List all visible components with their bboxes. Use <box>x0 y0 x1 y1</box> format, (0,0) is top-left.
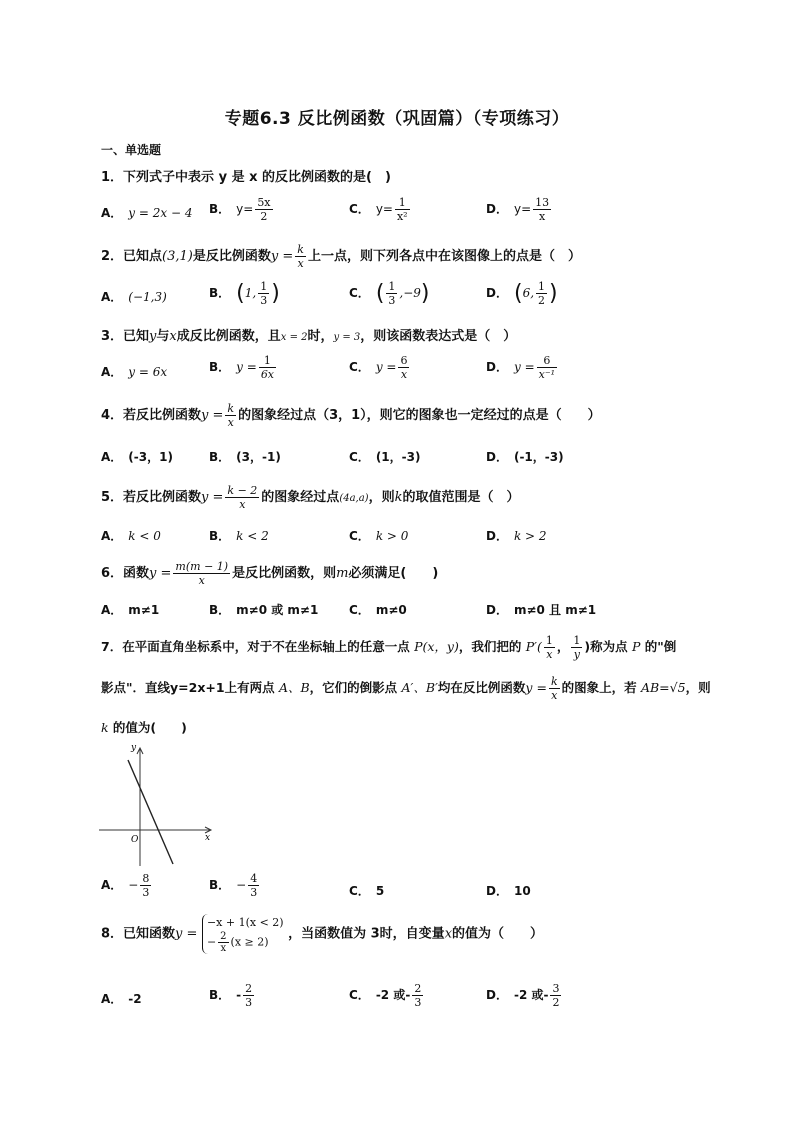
y-axis-label: y <box>131 743 137 753</box>
question-7-line-3: k 的值为( ) <box>101 720 187 735</box>
piecewise-brace: −x + 1(x < 2) − $\frac{2}{x}$ (x ≥ 2) <box>202 914 284 954</box>
q3-option-b: B． y = $\frac{1}{6x}$ <box>209 354 275 381</box>
q7-option-b: B． − $\frac{4}{3}$ <box>209 872 258 899</box>
q2-option-a: A． (−1,3) <box>101 290 167 304</box>
q5-option-c: C． k > 0 <box>349 529 409 543</box>
q5-option-a: A． k < 0 <box>101 529 161 543</box>
q1-option-c: C． y= $\frac{1}{\text{x²}}$ <box>349 196 408 223</box>
x-axis-label: x <box>205 833 211 843</box>
question-7-line-1: 7．在平面直角坐标系中，对于不在坐标轴上的任意一点 P(x，y)，我们把的 P′( $\frac{1}{x}$ ， $\frac{1}{y}$ )称为点 P 的"倒 <box>101 634 677 661</box>
q4-option-b: B． (3，-1) <box>209 450 281 464</box>
question-2-stem: 2．已知点(3,1)是反比例函数y = $\frac{k}{x}$ 上一点，则下列各点中在该图像上的点是（ ） <box>101 243 581 270</box>
question-1-stem: 1．下列式子中表示 y 是 x 的反比例函数的是( ) <box>101 170 391 185</box>
q4-option-a: A． (-3，1) <box>101 450 173 464</box>
q2-option-c: C． ( $\frac{1}{3}$ ,−9) <box>349 280 430 307</box>
question-8-stem: 8．已知函数y = −x + 1(x < 2) − $\frac{2}{x}$ (x ≥ 2) ，当函数值为 3时，自变量x的值为（ ） <box>101 916 544 954</box>
page-title: 专题6.3 反比例函数（巩固篇）（专项练习） <box>224 109 570 129</box>
q6-option-b: B． m≠0 或 m≠1 <box>209 603 319 617</box>
q1-option-a: A． y = 2x − 4 <box>101 206 193 220</box>
q7-option-d: D． 10 <box>486 884 531 898</box>
question-3-stem: 3．已知y与x成反比例函数，且x = 2时，y = 3，则该函数表达式是（ ） <box>101 329 517 344</box>
question-4-stem: 4．若反比例函数y = $\frac{k}{x}$ 的图象经过点（3，1），则它的图象也一定经过的点是（ ） <box>101 402 601 429</box>
q7-option-c: C． 5 <box>349 884 385 898</box>
q1-option-b: B． y= $\frac{5x}{2}$ <box>209 196 271 223</box>
origin-label: O <box>131 835 139 845</box>
q3-option-a: A． y = 6x <box>101 365 168 379</box>
q3-option-d: D． y = $\frac{6}{\text{x⁻¹}}$ <box>486 354 556 381</box>
q3-option-c: C． y = $\frac{6}{x}$ <box>349 354 408 381</box>
q5-option-d: D． k > 2 <box>486 529 547 543</box>
q7-option-a: A． − $\frac{8}{3}$ <box>101 872 150 899</box>
q6-option-d: D． m≠0 且 m≠1 <box>486 603 597 617</box>
q8-option-c: C． -2 或- $\frac{2}{3}$ <box>349 982 422 1009</box>
q5-option-b: B． k < 2 <box>209 529 269 543</box>
q8-option-a: A． -2 <box>101 992 142 1006</box>
q1-option-d: D． y= $\frac{13}{x}$ <box>486 196 550 223</box>
question-5-stem: 5．若反比例函数y = $\frac{k - 2}{x}$ 的图象经过点(4a,a)，则k的取值范围是（ ） <box>101 484 520 511</box>
q4-option-c: C． (1，-3) <box>349 450 421 464</box>
q6-option-a: A． m≠1 <box>101 603 160 617</box>
q6-option-c: C． m≠0 <box>349 603 407 617</box>
q4-option-d: D． (-1，-3) <box>486 450 564 464</box>
q2-option-d: D． (6, $\frac{1}{2}$ ) <box>486 280 558 307</box>
q2-option-b: B． (1, $\frac{1}{3}$ ) <box>209 280 280 307</box>
question-6-stem: 6．函数y = $\frac{m(m - 1)}{x}$ 是反比例函数，则m必须满足( ) <box>101 560 439 587</box>
q8-option-d: D． -2 或- $\frac{3}{2}$ <box>486 982 560 1009</box>
section-heading: 一、单选题 <box>101 143 162 157</box>
q8-option-b: B． - $\frac{2}{3}$ <box>209 982 253 1009</box>
q7-coordinate-graph <box>95 738 225 868</box>
graph-line <box>128 760 173 864</box>
question-7-line-2: 影点"．直线y=2x+1上有两点 A、B，它们的倒影点 A′、B′均在反比例函数y = $\frac{k}{x}$ 的图象上，若 AB=√5，则 <box>101 675 711 702</box>
